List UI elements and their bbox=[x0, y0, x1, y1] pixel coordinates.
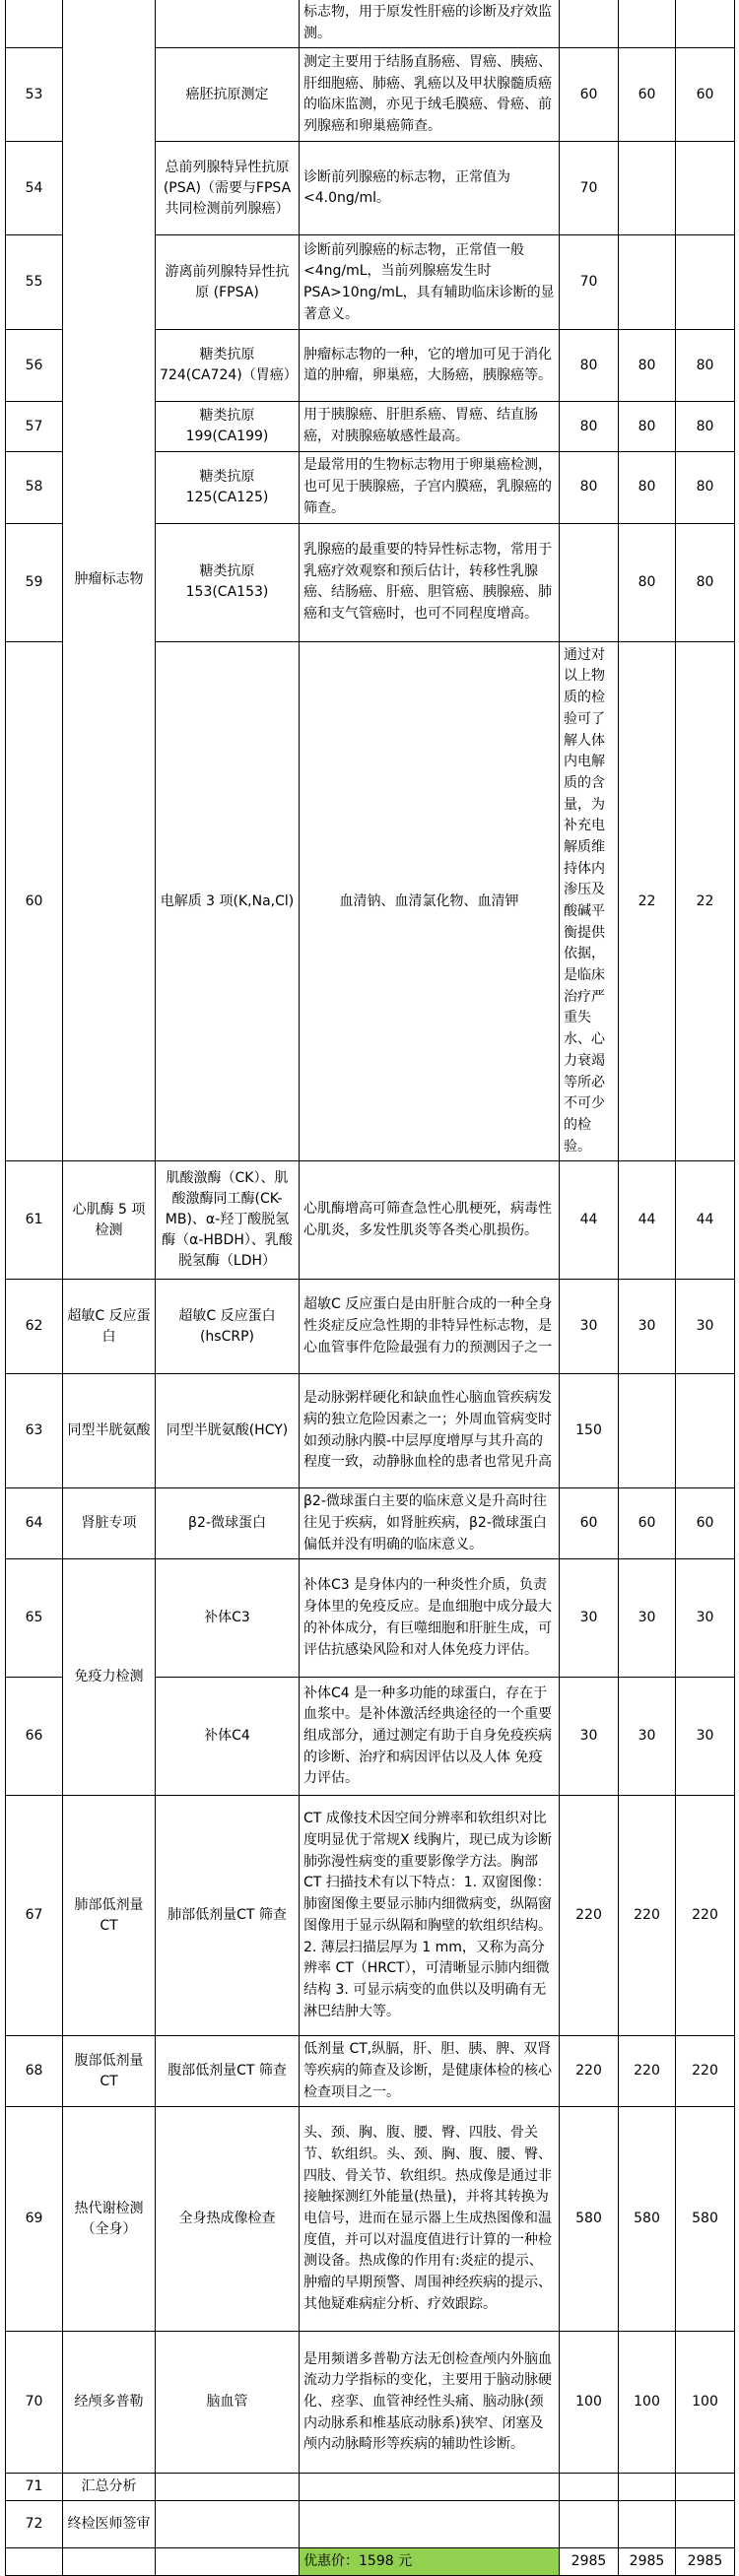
row-number: 53 bbox=[6, 48, 63, 142]
total-empty-1 bbox=[6, 2548, 63, 2576]
price-1: 580 bbox=[560, 2107, 619, 2332]
item-name: 糖类抗原153(CA153) bbox=[156, 523, 300, 641]
table-row bbox=[6, 1374, 735, 1488]
price-2 bbox=[619, 0, 676, 48]
item-description: 是最常用的生物标志物用于卵巢癌检测，也可见于胰腺癌，子宫内膜癌，乳腺癌的筛查。 bbox=[300, 451, 560, 523]
category-name: 热代谢检测（全身） bbox=[63, 2107, 156, 2332]
row-number: 67 bbox=[6, 1796, 63, 2036]
item-name: β2-微球蛋白 bbox=[156, 1488, 300, 1559]
item-description: 肿瘤标志物的一种，它的增加可见于消化道的肿瘤，卵巢癌，大肠癌，胰腺癌等。 bbox=[300, 330, 560, 402]
price-1 bbox=[560, 2474, 619, 2501]
category-name: 肾脏专项 bbox=[63, 1488, 156, 1559]
item-description: 乳腺癌的最重要的特异性标志物，常用于乳癌疗效观察和预后估计，转移性乳腺癌、结肠癌、肝癌、胆管癌、胰腺癌、肺癌和支气管癌时，也可不同程度增高。 bbox=[300, 523, 560, 641]
price-3: 44 bbox=[676, 1161, 735, 1280]
row-number: 63 bbox=[6, 1374, 63, 1488]
price-3 bbox=[676, 142, 735, 235]
category-name: 终检医师签审 bbox=[63, 2501, 156, 2548]
table-row bbox=[6, 1280, 735, 1374]
price-3 bbox=[676, 1374, 735, 1488]
item-description: 测定主要用于结肠直肠癌、胃癌、胰癌、肝细胞癌、肺癌、乳癌以及甲状腺髓质癌的临床监测，亦见于绒毛膜癌、骨癌、前列腺癌和卵巢癌筛查。 bbox=[300, 48, 560, 142]
category-tumor-markers: 肿瘤标志物 bbox=[63, 0, 156, 1161]
row-number: 71 bbox=[6, 2474, 63, 2501]
row-number: 68 bbox=[6, 2036, 63, 2107]
price-1: 30 bbox=[560, 1280, 619, 1374]
price-2: 22 bbox=[676, 641, 735, 1161]
item-name bbox=[156, 2501, 300, 2548]
item-description: β2-微球蛋白主要的临床意义是升高时往往见于疾病，如肾脏疾病，β2-微球蛋白偏低并没有明确的临床意义。 bbox=[300, 1488, 560, 1559]
total-empty-3 bbox=[156, 2548, 300, 2576]
price-1: 220 bbox=[560, 2036, 619, 2107]
price-2: 220 bbox=[619, 1796, 676, 2036]
item-name: 腹部低剂量CT 筛查 bbox=[156, 2036, 300, 2107]
item-description: 低剂量 CT,纵膈，肝、胆、胰、脾、双肾等疾病的筛查及诊断，是健康体检的核心检查项目之一。 bbox=[300, 2036, 560, 2107]
price-3: 100 bbox=[676, 2332, 735, 2474]
price-1: 22 bbox=[619, 641, 676, 1161]
table-row bbox=[6, 2332, 735, 2474]
price-1: 80 bbox=[560, 402, 619, 451]
price-2: 30 bbox=[619, 1559, 676, 1678]
price-2: 100 bbox=[619, 2332, 676, 2474]
price-1 bbox=[560, 0, 619, 48]
price-2 bbox=[619, 235, 676, 330]
price-2 bbox=[619, 142, 676, 235]
price-2: 220 bbox=[619, 2036, 676, 2107]
item-name: 游离前列腺特异性抗原 (FPSA) bbox=[156, 235, 300, 330]
price-1 bbox=[560, 523, 619, 641]
item-description: 补体C4 是一种多功能的球蛋白，存在于血浆中。是补体激活经典途径的一个重要组成部分，通过测定有助于自身免疫疾病的诊断、治疗和病因评估以及人体 免疫力评估。 bbox=[300, 1678, 560, 1796]
item-name: 补体C4 bbox=[156, 1678, 300, 1796]
price-1: 30 bbox=[560, 1678, 619, 1796]
price-2: 60 bbox=[619, 1488, 676, 1559]
item-name: 肺部低剂量CT 筛查 bbox=[156, 1796, 300, 2036]
item-name: 总前列腺特异性抗原(PSA)（需要与FPSA共同检测前列腺癌） bbox=[156, 142, 300, 235]
total-empty-2 bbox=[63, 2548, 156, 2576]
table-row bbox=[6, 0, 735, 48]
price-2: 80 bbox=[619, 451, 676, 523]
total-row bbox=[6, 2548, 735, 2576]
item-name: 糖类抗原724(CA724)（胃癌） bbox=[156, 330, 300, 402]
price-2: 60 bbox=[619, 48, 676, 142]
price-3: 220 bbox=[676, 1796, 735, 2036]
item-name: 同型半胱氨酸(HCY) bbox=[156, 1374, 300, 1488]
price-1: 70 bbox=[560, 142, 619, 235]
category-name: 肺部低剂量CT bbox=[63, 1796, 156, 2036]
category-name: 心肌酶 5 项检测 bbox=[63, 1161, 156, 1280]
price-2 bbox=[619, 1374, 676, 1488]
row-number: 65 bbox=[6, 1559, 63, 1678]
price-3: 80 bbox=[676, 451, 735, 523]
price-3: 30 bbox=[676, 1559, 735, 1678]
table-row bbox=[6, 2036, 735, 2107]
table-row bbox=[6, 2107, 735, 2332]
item-description: 补体C3 是身体内的一种炎性介质，负责身体里的免疫反应。是血细胞中成分最大的补体成分，有巨噬细胞和肝脏生成，可评估抗感染风险和对人体免疫力评估。 bbox=[300, 1559, 560, 1678]
item-name bbox=[156, 0, 300, 48]
price-2: 30 bbox=[619, 1678, 676, 1796]
item-name: 肌酸激酶（CK）、肌酸激酶同工酶(CK-MB)、α-羟丁酸脱氢酶（α-HBDH）、乳酸脱氢酶（LDH） bbox=[156, 1161, 300, 1280]
item-name: 糖类抗原199(CA199) bbox=[156, 402, 300, 451]
price-2: 44 bbox=[619, 1161, 676, 1280]
price-2: 80 bbox=[619, 402, 676, 451]
price-3: 220 bbox=[676, 2036, 735, 2107]
row-number: 59 bbox=[6, 523, 63, 641]
item-description: 头、颈、胸、腹、腰、臀、四肢、骨关节、软组织。头、颈、胸、腹、腰、臀、四肢、骨关节、软组织。热成像是通过非接触探测红外能量(热量)，并将其转换为电信号，进而在显示器上生成热图像和温度值，并可以对温度值进行计算的一种检测设备。热成像的作用有:炎症的提示、肿瘤的早期预警、周围神经疾病的提示、其他疑难病症分析、疗效跟踪。 bbox=[300, 2107, 560, 2332]
total-price-1: 2985 bbox=[560, 2548, 619, 2576]
row-number: 66 bbox=[6, 1678, 63, 1796]
checkup-package-table bbox=[5, 0, 735, 2576]
promo-price: 优惠价：1598 元 bbox=[300, 2548, 560, 2576]
table-row bbox=[6, 1161, 735, 1280]
price-3 bbox=[676, 0, 735, 48]
price-1: 44 bbox=[560, 1161, 619, 1280]
row-number: 69 bbox=[6, 2107, 63, 2332]
price-2: 80 bbox=[619, 330, 676, 402]
item-name: 脑血管 bbox=[156, 2332, 300, 2474]
table-row bbox=[6, 1488, 735, 1559]
price-3: 60 bbox=[676, 1488, 735, 1559]
row-number: 72 bbox=[6, 2501, 63, 2548]
item-name: 血清钠、血清氯化物、血清钾 bbox=[300, 641, 560, 1161]
price-1: 150 bbox=[560, 1374, 619, 1488]
row-number: 61 bbox=[6, 1161, 63, 1280]
item-description: 通过对以上物质的检验可了解人体内电解质的含量，为补充电解质维持体内渗压及酸碱平衡提供依据，是临床治疗严重失水、心力衰竭等所必不可少的检验。 bbox=[560, 641, 619, 1161]
table-row bbox=[6, 1559, 735, 1678]
price-1: 100 bbox=[560, 2332, 619, 2474]
item-name: 全身热成像检查 bbox=[156, 2107, 300, 2332]
price-1: 30 bbox=[560, 1559, 619, 1678]
item-name: 超敏C 反应蛋白(hsCRP) bbox=[156, 1280, 300, 1374]
table-row bbox=[6, 1796, 735, 2036]
price-3: 580 bbox=[676, 2107, 735, 2332]
row-number: 56 bbox=[6, 330, 63, 402]
price-2: 30 bbox=[619, 1280, 676, 1374]
price-3: 80 bbox=[676, 330, 735, 402]
price-1: 60 bbox=[560, 48, 619, 142]
row-number: 64 bbox=[6, 1488, 63, 1559]
category-immunity: 免疫力检测 bbox=[63, 1559, 156, 1796]
category-name: 同型半胱氨酸 bbox=[63, 1374, 156, 1488]
price-3 bbox=[676, 2501, 735, 2548]
item-description: 是动脉粥样硬化和缺血性心脑血管疾病发病的独立危险因素之一；外周血管病变时如颈动脉内膜-中层厚度增厚与其升高的程度一致，动静脉血栓的患者也常见升高 bbox=[300, 1374, 560, 1488]
price-1 bbox=[560, 2501, 619, 2548]
price-3: 80 bbox=[676, 402, 735, 451]
item-description: 用于胰腺癌、肝胆系癌、胃癌、结直肠癌，对胰腺癌敏感性最高。 bbox=[300, 402, 560, 451]
category-name: 电解质 3 项(K,Na,Cl) bbox=[156, 641, 300, 1161]
table-row bbox=[6, 2501, 735, 2548]
item-name: 糖类抗原125(CA125) bbox=[156, 451, 300, 523]
category-name: 超敏C 反应蛋白 bbox=[63, 1280, 156, 1374]
price-3: 30 bbox=[676, 1280, 735, 1374]
row-number: 70 bbox=[6, 2332, 63, 2474]
item-description bbox=[300, 2474, 560, 2501]
price-2: 580 bbox=[619, 2107, 676, 2332]
category-name: 汇总分析 bbox=[63, 2474, 156, 2501]
item-description: 心肌酶增高可筛查急性心肌梗死，病毒性心肌炎，多发性肌炎等各类心肌损伤。 bbox=[300, 1161, 560, 1280]
item-description: 标志物，用于原发性肝癌的诊断及疗效监测。 bbox=[300, 0, 560, 48]
price-1: 60 bbox=[560, 1488, 619, 1559]
price-2 bbox=[619, 2501, 676, 2548]
row-number: 62 bbox=[6, 1280, 63, 1374]
item-name: 癌胚抗原测定 bbox=[156, 48, 300, 142]
row-number: 60 bbox=[6, 641, 63, 1161]
price-2: 80 bbox=[619, 523, 676, 641]
item-description: 诊断前列腺癌的标志物，正常值为<4.0ng/ml。 bbox=[300, 142, 560, 235]
row-number: 57 bbox=[6, 402, 63, 451]
row-number bbox=[6, 0, 63, 48]
price-3: 80 bbox=[676, 523, 735, 641]
category-name: 腹部低剂量CT bbox=[63, 2036, 156, 2107]
item-description bbox=[300, 2501, 560, 2548]
price-1: 80 bbox=[560, 451, 619, 523]
total-price-2: 2985 bbox=[619, 2548, 676, 2576]
item-description: 是用频谱多普勒方法无创检查颅内外脑血流动力学指标的变化，主要用于脑动脉硬化、痉挛、血管神经性头痛、脑动脉(颈内动脉系和椎基底动脉系)狭窄、闭塞及颅内动脉畸形等疾病的辅助性诊断。 bbox=[300, 2332, 560, 2474]
item-name bbox=[156, 2474, 300, 2501]
price-1: 70 bbox=[560, 235, 619, 330]
row-number: 55 bbox=[6, 235, 63, 330]
row-number: 54 bbox=[6, 142, 63, 235]
price-1: 220 bbox=[560, 1796, 619, 2036]
item-description: 诊断前列腺癌的标志物，正常值一般<4ng/mL，当前列腺癌发生时PSA>10ng/mL，具有辅助临床诊断的显著意义。 bbox=[300, 235, 560, 330]
item-description: CT 成像技术因空间分辨率和软组织对比度明显优于常规X 线胸片，现已成为诊断肺弥漫性病变的重要影像学方法。胸部CT 扫描技术有以下特点：1. 双窗图像：肺窗图像主要显示肺内细微病变，纵隔窗图像用于显示纵隔和胸壁的软组织结构。2. 薄层扫描层厚为 1 mm，又称为高分辨率 CT（HRCT），可清晰显示肺内细微结构 3. 可显示病变的血供以及明确有无淋巴结肿大等。 bbox=[300, 1796, 560, 2036]
category-name: 经颅多普勒 bbox=[63, 2332, 156, 2474]
item-name: 补体C3 bbox=[156, 1559, 300, 1678]
price-3 bbox=[676, 235, 735, 330]
price-1: 80 bbox=[560, 330, 619, 402]
item-description: 超敏C 反应蛋白是由肝脏合成的一种全身性炎症反应急性期的非特异性标志物，是心血管事件危险最强有力的预测因子之一 bbox=[300, 1280, 560, 1374]
row-number: 58 bbox=[6, 451, 63, 523]
total-price-3: 2985 bbox=[676, 2548, 735, 2576]
price-2 bbox=[619, 2474, 676, 2501]
price-3 bbox=[676, 2474, 735, 2501]
table-row bbox=[6, 2474, 735, 2501]
price-3: 60 bbox=[676, 48, 735, 142]
price-3: 30 bbox=[676, 1678, 735, 1796]
